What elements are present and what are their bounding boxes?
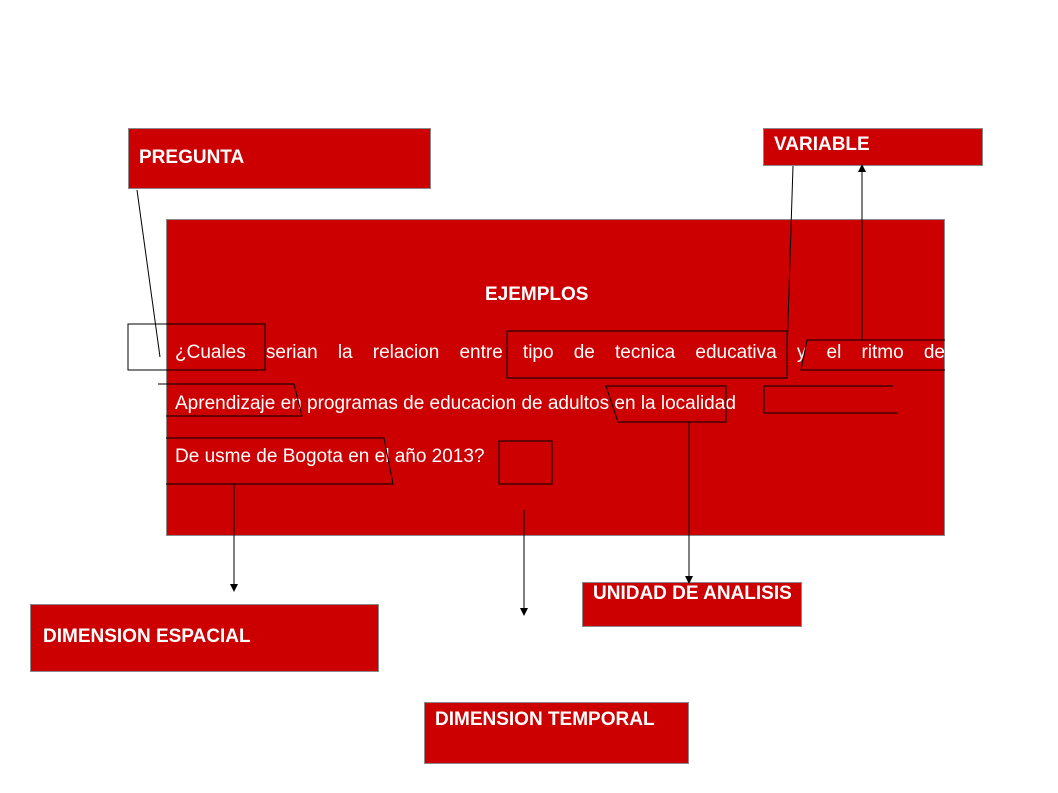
pregunta-text: PREGUNTA (139, 147, 245, 168)
variable-text: VARIABLE (774, 134, 870, 155)
dimension-temporal-text: DIMENSION TEMPORAL (435, 709, 655, 730)
year-outline (499, 441, 552, 484)
pregunta-connector (137, 190, 160, 357)
unidad-analisis-text: UNIDAD DE ANALISIS (593, 583, 792, 604)
bogota-outline (166, 438, 393, 484)
adultos-outline (606, 386, 726, 422)
ejemplos-title: EJEMPLOS (485, 284, 589, 305)
ritmo-outline (801, 340, 945, 370)
tecnica-outline (507, 331, 787, 378)
example-line-1: ¿Cuales serian la relacion entre tipo de tecnica educativa y el ritmo de (175, 342, 945, 363)
dimension-espacial-text: DIMENSION ESPACIAL (43, 626, 251, 647)
cuales-outline (166, 324, 265, 370)
example-line-2: Aprendizaje en programas de educacion de adultos en la localidad (175, 393, 736, 414)
example-line-3: De usme de Bogota en el año 2013? (175, 446, 485, 467)
pregunta-bracket (128, 324, 166, 370)
localidad-outline (764, 386, 898, 413)
variable-connector (787, 166, 793, 352)
aprendizaje-outline (158, 384, 302, 416)
